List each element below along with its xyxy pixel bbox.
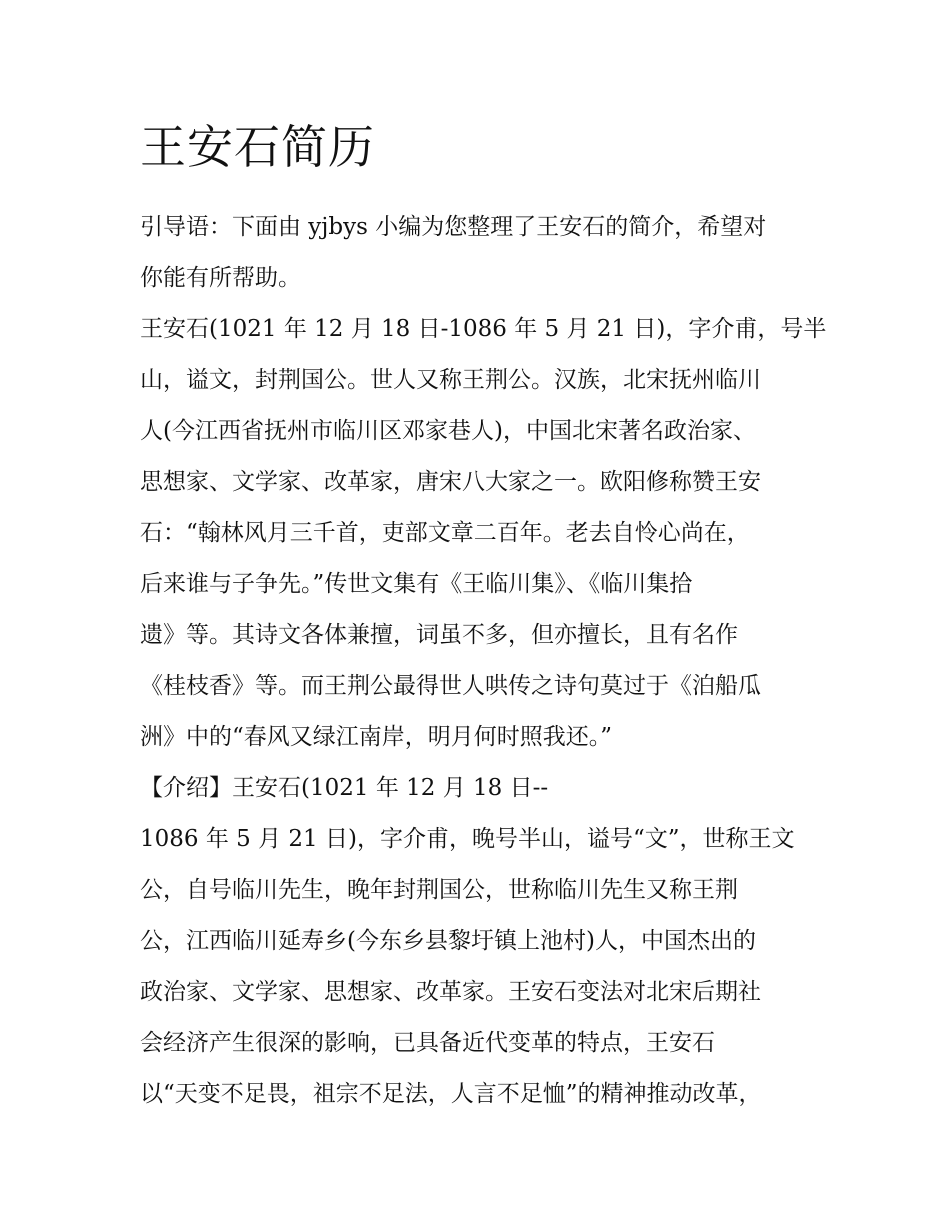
text-line: 公，自号临川先生，晚年封荆国公，世称临川先生又称王荆	[140, 877, 738, 903]
text-line: 引导语：下面由 yjbys 小编为您整理了王安石的简介，希望对	[140, 214, 767, 240]
text-line: 《桂枝香》等。而王荆公最得世人哄传之诗句莫过于《泊船瓜	[140, 673, 761, 699]
text-line: 你能有所帮助。	[140, 265, 301, 291]
introduction-paragraph	[140, 814, 820, 1120]
text-line: 人(今江西省抚州市临川区邓家巷人)，中国北宋著名政治家、	[140, 418, 756, 444]
text-line: 后来谁与子争先。”传世文集有《王临川集》、《临川集拾	[140, 571, 693, 597]
text-line: 遗》等。其诗文各体兼擅，词虽不多，但亦擅长，且有名作	[140, 622, 738, 648]
text-line: 石：“翰林风月三千首，吏部文章二百年。老去自怜心尚在，	[140, 520, 750, 546]
text-line: 王安石(1021 年 12 月 18 日-1086 年 5 月 21 日)，字介甫，号半	[140, 316, 827, 342]
text-line: 【介绍】王安石(1021 年 12 月 18 日--	[140, 775, 549, 801]
text-line: 思想家、文学家、改革家，唐宋八大家之一。欧阳修称赞王安	[140, 469, 761, 495]
text-line: 政治家、文学家、思想家、改革家。王安石变法对北宋后期社	[140, 979, 761, 1005]
text-line: 公，江西临川延寿乡(今东乡县黎圩镇上池村)人，中国杰出的	[140, 928, 756, 954]
text-line: 洲》中的“春风又绿江南岸，明月何时照我还。”	[140, 724, 613, 750]
biography-paragraph	[140, 304, 827, 763]
text-line: 山，谥文，封荆国公。世人又称王荆公。汉族，北宋抚州临川	[140, 367, 761, 393]
intro-paragraph	[140, 202, 820, 304]
text-line: 会经济产生很深的影响，已具备近代变革的特点，王安石	[140, 1030, 715, 1056]
document-page	[140, 112, 827, 1120]
text-line: 1086 年 5 月 21 日)，字介甫，晚号半山，谥号“文”，世称王文	[140, 826, 795, 852]
document-title: 王安石简历	[140, 120, 375, 174]
introduction-heading-paragraph	[140, 763, 820, 814]
text-line: 以“天变不足畏，祖宗不足法，人言不足恤”的精神推动改革，	[140, 1081, 762, 1107]
